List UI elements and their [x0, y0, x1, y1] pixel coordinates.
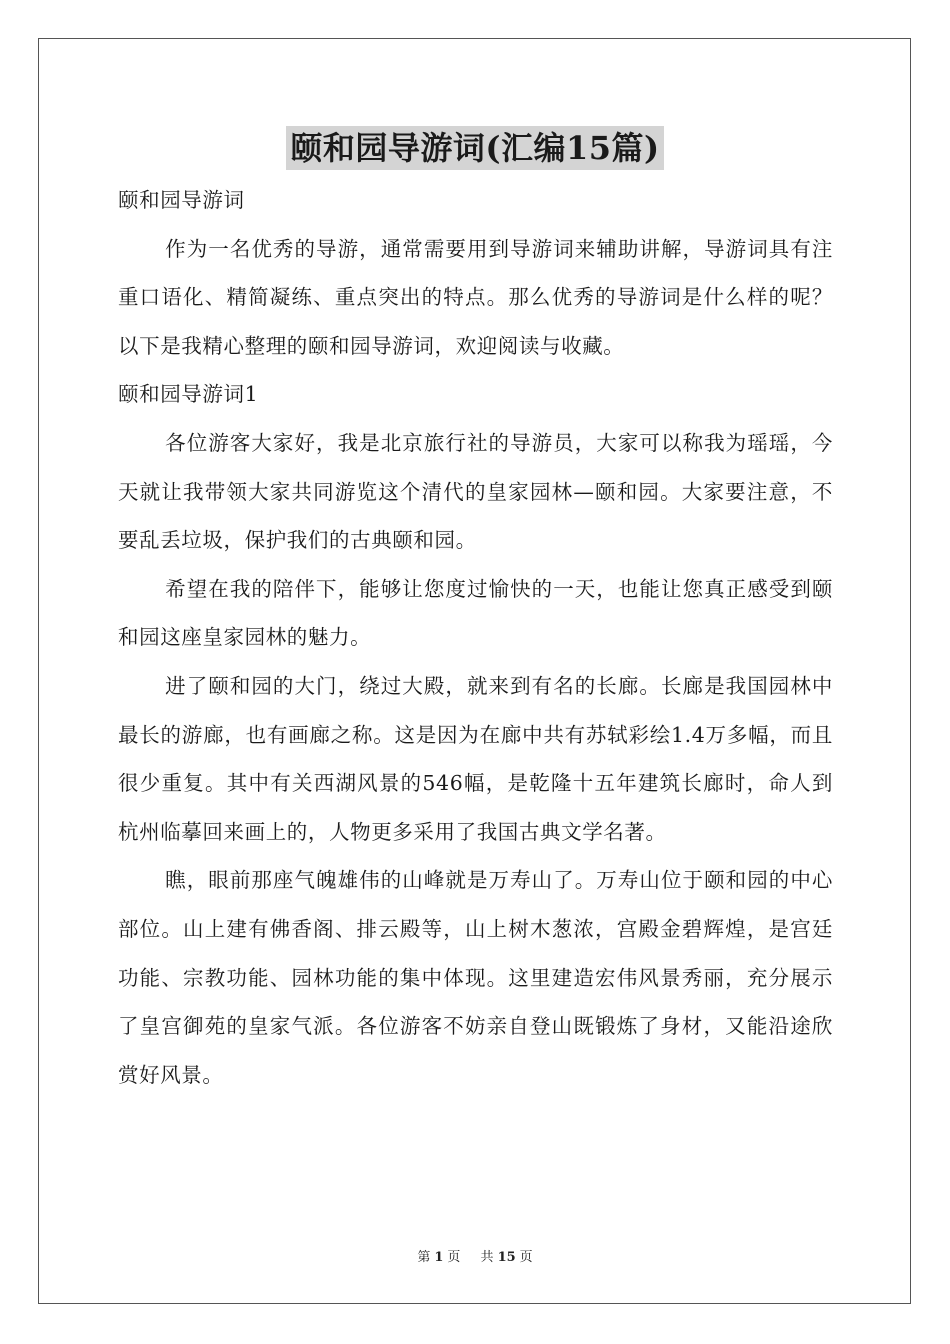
page-prefix: 第 [417, 1250, 431, 1265]
total-prefix: 共 [480, 1250, 494, 1265]
paragraph: 瞧，眼前那座气魄雄伟的山峰就是万寿山了。万寿山位于颐和园的中心部位。山上建有佛香阁、排云殿等，山上树木葱浓，宫殿金碧辉煌，是宫廷功能、宗教功能、园林功能的集中体现。这里建造宏伟风景秀丽，充分展示了皇宫御苑的皇家气派。各位游客不妨亲自登山既锻炼了身材，又能沿途欣赏好风景。 [118, 868, 833, 1087]
section-heading: 颐和园导游词 [118, 188, 245, 212]
title-container [0, 126, 950, 170]
page-footer [0, 1246, 950, 1265]
paragraph: 希望在我的陪伴下，能够让您度过愉快的一天，也能让您真正感受到颐和园这座皇家园林的魅力。 [118, 576, 833, 650]
paragraph: 进了颐和园的大门，绕过大殿，就来到有名的长廊。长廊是我国园林中最长的游廊，也有画廊之称。这是因为在廊中共有苏轼彩绘1.4万多幅，而且很少重复。其中有关西湖风景的546幅，是乾隆十五年建筑长廊时，命人到杭州临摹回来画上的，人物更多采用了我国古典文学名著。 [118, 673, 833, 844]
section-heading: 颐和园导游词1 [118, 382, 259, 407]
paragraph: 各位游客大家好，我是北京旅行社的导游员，大家可以称我为瑶瑶，今天就让我带领大家共同游览这个清代的皇家园林—颐和园。大家要注意，不要乱丢垃圾，保护我们的古典颐和园。 [118, 430, 833, 553]
page-suffix: 页 [447, 1250, 461, 1265]
document-body [118, 176, 833, 1099]
total-suffix: 页 [519, 1250, 533, 1265]
paragraph: 作为一名优秀的导游，通常需要用到导游词来辅助讲解，导游词具有注重口语化、精简凝练、重点突出的特点。那么优秀的导游词是什么样的呢？以下是我精心整理的颐和园导游词，欢迎阅读与收藏。 [118, 236, 833, 358]
page-number: 1 [434, 1250, 444, 1265]
page-indicator [413, 1250, 464, 1265]
document-title: 颐和园导游词(汇编15篇) [286, 126, 663, 170]
total-indicator [477, 1250, 537, 1265]
total-pages: 15 [497, 1250, 516, 1265]
